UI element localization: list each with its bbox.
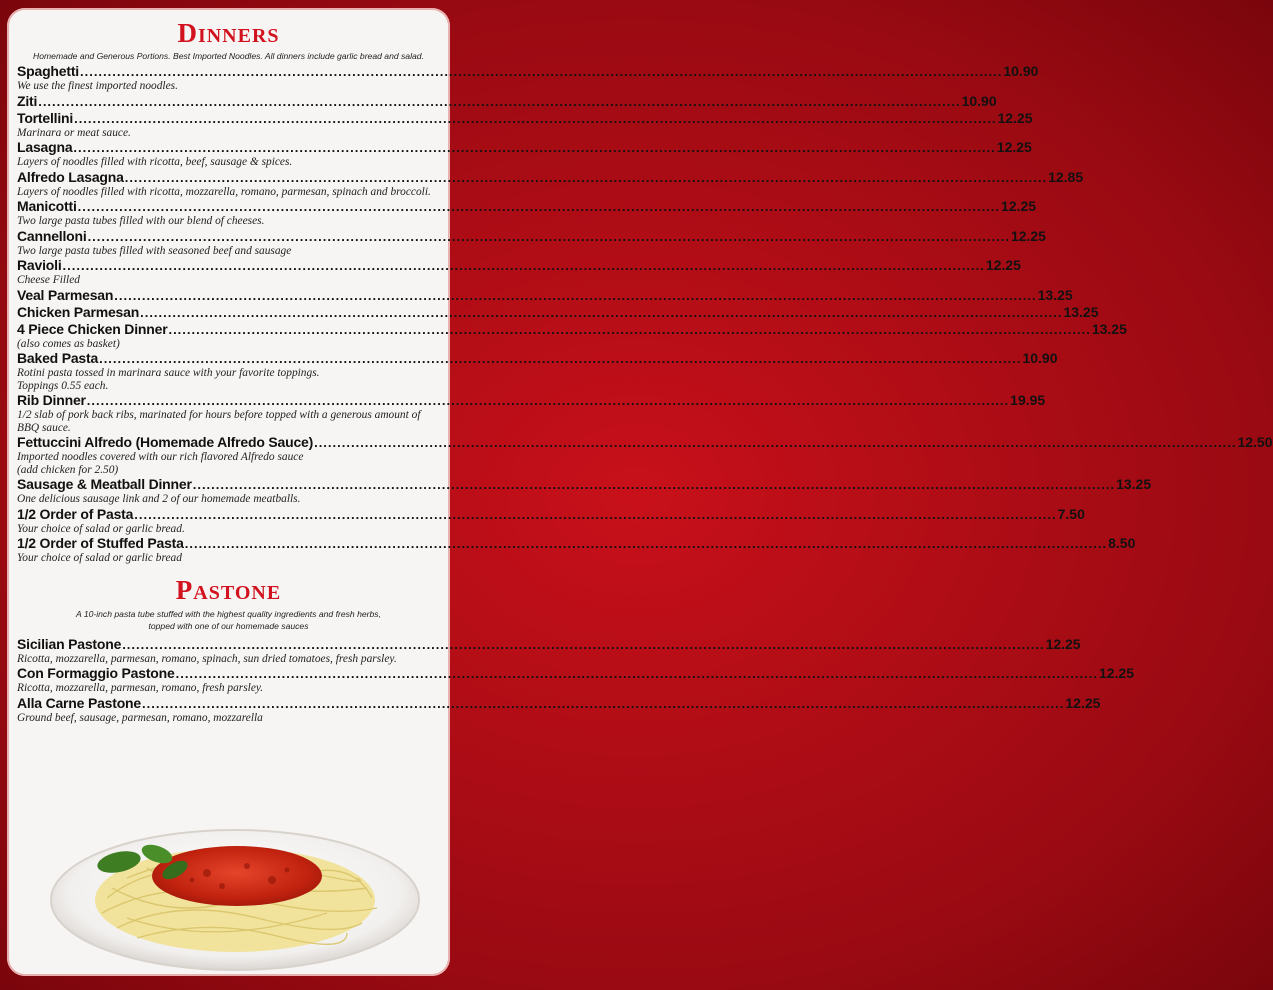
pastone-intro-line-1: A 10-inch pasta tube stuffed with the highest quality ingredients and fresh herbs, bbox=[76, 608, 381, 619]
item-price: 7.50 bbox=[1057, 505, 1085, 522]
item-price: 12.25 bbox=[1001, 198, 1037, 214]
item-description: Layers of noodles filled with ricotta, mozzarella, romano, parmesan, spinach and broccoli. bbox=[17, 185, 431, 198]
item-description: Rotini pasta tossed in marinara sauce with your favorite toppings. bbox=[17, 367, 320, 379]
item-line bbox=[17, 139, 1032, 156]
item-description: Your choice of salad or garlic bread. bbox=[17, 522, 185, 535]
item-name: Veal Parmesan bbox=[17, 286, 114, 303]
dot-leader: ........................................................................................................................................................................................................ bbox=[79, 64, 1003, 79]
dinners-item bbox=[17, 535, 1136, 565]
dot-leader: ........................................................................................................................................................................................................ bbox=[74, 110, 997, 126]
item-price: 12.25 bbox=[996, 139, 1032, 155]
item-description: Cheese Filled bbox=[17, 274, 80, 286]
item-price: 13.25 bbox=[1091, 320, 1127, 337]
item-line bbox=[17, 535, 1136, 552]
item-description: Layers of noodles filled with ricotta, beef, sausage & spices. bbox=[17, 156, 293, 168]
pastone-title-initial: P bbox=[175, 574, 194, 605]
dinners-item bbox=[17, 320, 1127, 351]
item-description: Two large pasta tubes filled with seasoned beef and sausage bbox=[17, 244, 292, 257]
item-description: Ricotta, mozzarella, parmesan, romano, spinach, sun dried tomatoes, fresh parsley. bbox=[17, 652, 397, 665]
item-line bbox=[17, 257, 1021, 274]
dot-leader: ........................................................................................................................................................................................................ bbox=[114, 287, 1037, 303]
item-price: 12.25 bbox=[1098, 665, 1135, 681]
dinners-list bbox=[17, 63, 1273, 565]
item-line bbox=[17, 109, 1033, 127]
dot-leader: ........................................................................................................................................................................................................ bbox=[168, 321, 1091, 337]
item-price: 19.95 bbox=[1010, 392, 1046, 408]
item-line bbox=[17, 92, 997, 110]
item-description: (add chicken for 2.50) bbox=[17, 463, 119, 476]
item-description: One delicious sausage link and 2 of our homemade meatballs. bbox=[17, 493, 301, 505]
dinners-item bbox=[17, 434, 1273, 476]
dinners-intro: Homemade and Generous Portions. Best Imported Noodles. All dinners include garlic bread and salad. bbox=[33, 51, 424, 61]
dinners-item bbox=[17, 286, 1073, 304]
dinners-title bbox=[17, 20, 440, 47]
item-price: 13.25 bbox=[1037, 286, 1073, 303]
item-description: Two large pasta tubes filled with our blend of cheeses. bbox=[17, 215, 265, 227]
item-line bbox=[17, 635, 1081, 653]
dinners-item bbox=[17, 392, 1046, 434]
item-name: Con Formaggio Pastone bbox=[17, 665, 175, 681]
item-name: Alla Carne Pastone bbox=[17, 694, 141, 711]
item-price: 10.90 bbox=[961, 92, 997, 109]
item-line bbox=[17, 320, 1127, 338]
dinners-item bbox=[17, 227, 1046, 258]
item-description: Ricotta, mozzarella, parmesan, romano, fresh parsley. bbox=[17, 682, 264, 694]
dinners-title-rest: INNERS bbox=[197, 25, 280, 47]
item-line bbox=[17, 350, 1058, 367]
item-description: (also comes as basket) bbox=[17, 337, 120, 350]
dinners-item bbox=[17, 303, 1099, 321]
menu-panel bbox=[7, 8, 1273, 976]
item-name: Spaghetti bbox=[17, 63, 79, 79]
item-price: 12.25 bbox=[1065, 694, 1101, 711]
item-name: Chicken Parmesan bbox=[17, 303, 140, 320]
item-name: 1/2 Order of Stuffed Pasta bbox=[17, 535, 184, 551]
dot-leader: ........................................................................................................................................................................................................ bbox=[184, 536, 1108, 551]
dot-leader: ........................................................................................................................................................................................................ bbox=[192, 477, 1116, 492]
pastone-title-rest: ASTONE bbox=[193, 581, 282, 604]
pastone-title bbox=[17, 574, 440, 605]
dot-leader: ........................................................................................................................................................................................................ bbox=[314, 435, 1237, 450]
item-line bbox=[17, 505, 1085, 523]
item-line bbox=[17, 665, 1135, 682]
item-price: 12.50 bbox=[1237, 434, 1273, 450]
dinners-title-initial: D bbox=[177, 18, 198, 48]
dot-leader: ........................................................................................................................................................................................................ bbox=[73, 140, 996, 155]
item-price: 13.25 bbox=[1116, 476, 1152, 492]
dot-leader: ........................................................................................................................................................................................................ bbox=[87, 228, 1010, 244]
item-name: Sausage & Meatball Dinner bbox=[17, 476, 192, 492]
dot-leader: ........................................................................................................................................................................................................ bbox=[86, 393, 1010, 408]
item-description: 1/2 slab of pork back ribs, marinated for hours before topped with a generous amount of BBQ sauce. bbox=[17, 409, 421, 434]
dinners-item bbox=[17, 198, 1037, 228]
item-price: 12.25 bbox=[997, 109, 1033, 126]
spaghetti-icon bbox=[7, 818, 450, 976]
item-line bbox=[17, 392, 1046, 409]
item-line bbox=[17, 63, 1039, 80]
item-name: Ziti bbox=[17, 92, 38, 109]
item-name: Fettuccini Alfredo (Homemade Alfredo Sauce) bbox=[17, 434, 314, 450]
pastone-intro bbox=[17, 608, 440, 632]
dinners-item bbox=[17, 139, 1032, 169]
item-price: 8.50 bbox=[1108, 535, 1136, 551]
item-price: 12.25 bbox=[1045, 635, 1081, 652]
item-name: 4 Piece Chicken Dinner bbox=[17, 320, 168, 337]
item-price: 10.90 bbox=[1003, 63, 1039, 79]
dot-leader: ........................................................................................................................................................................................................ bbox=[134, 506, 1057, 522]
item-name: 1/2 Order of Pasta bbox=[17, 505, 134, 522]
menu-content bbox=[17, 8, 1273, 724]
item-description: Imported noodles covered with our rich flavored Alfredo sauce bbox=[17, 451, 304, 463]
dot-leader: ........................................................................................................................................................................................................ bbox=[122, 636, 1045, 652]
item-description: Marinara or meat sauce. bbox=[17, 126, 131, 139]
dot-leader: ........................................................................................................................................................................................................ bbox=[175, 666, 1098, 681]
item-line bbox=[17, 434, 1273, 451]
item-description: Toppings 0.55 each. bbox=[17, 379, 109, 392]
dot-leader: ........................................................................................................................................................................................................ bbox=[77, 199, 1001, 214]
item-price: 13.25 bbox=[1063, 303, 1099, 320]
item-line bbox=[17, 476, 1152, 493]
dot-leader: ........................................................................................................................................................................................................ bbox=[140, 304, 1063, 320]
item-name: Lasagna bbox=[17, 139, 73, 155]
item-name: Alfredo Lasagna bbox=[17, 168, 124, 185]
item-name: Ravioli bbox=[17, 257, 62, 273]
item-description: Your choice of salad or garlic bread bbox=[17, 552, 182, 564]
dot-leader: ........................................................................................................................................................................................................ bbox=[38, 93, 961, 109]
spaghetti-plate-image bbox=[7, 818, 450, 976]
item-name: Tortellini bbox=[17, 109, 74, 126]
dinners-item bbox=[17, 476, 1152, 506]
item-line bbox=[17, 198, 1037, 215]
pastone-list bbox=[17, 635, 1135, 725]
item-line bbox=[17, 303, 1099, 321]
dinners-item bbox=[17, 109, 1033, 140]
item-name: Rib Dinner bbox=[17, 392, 86, 408]
dot-leader: ........................................................................................................................................................................................................ bbox=[62, 258, 985, 273]
item-price: 12.25 bbox=[985, 257, 1021, 273]
pastone-item bbox=[17, 694, 1101, 725]
item-price: 12.25 bbox=[1010, 227, 1046, 244]
item-name: Manicotti bbox=[17, 198, 77, 214]
item-line bbox=[17, 286, 1073, 304]
item-name: Baked Pasta bbox=[17, 350, 99, 366]
item-description: Ground beef, sausage, parmesan, romano, mozzarella bbox=[17, 711, 263, 724]
item-price: 12.85 bbox=[1048, 168, 1084, 185]
dot-leader: ........................................................................................................................................................................................................ bbox=[99, 351, 1022, 366]
item-name: Cannelloni bbox=[17, 227, 87, 244]
dot-leader: ........................................................................................................................................................................................................ bbox=[124, 169, 1048, 185]
dinners-item bbox=[17, 92, 997, 110]
dinners-item bbox=[17, 257, 1021, 287]
item-name: Sicilian Pastone bbox=[17, 635, 122, 652]
pastone-intro-line-2: topped with one of our homemade sauces bbox=[148, 620, 309, 631]
item-line bbox=[17, 168, 1084, 186]
pastone-item bbox=[17, 635, 1081, 666]
item-line bbox=[17, 227, 1046, 245]
dot-leader: ........................................................................................................................................................................................................ bbox=[142, 695, 1065, 711]
pastone-item bbox=[17, 665, 1135, 695]
dinners-item bbox=[17, 63, 1039, 93]
item-description: We use the finest imported noodles. bbox=[17, 80, 178, 92]
item-line bbox=[17, 694, 1101, 712]
dinners-item bbox=[17, 168, 1084, 199]
item-price: 10.90 bbox=[1022, 350, 1058, 366]
dinners-item bbox=[17, 350, 1058, 392]
dinners-item bbox=[17, 505, 1085, 536]
